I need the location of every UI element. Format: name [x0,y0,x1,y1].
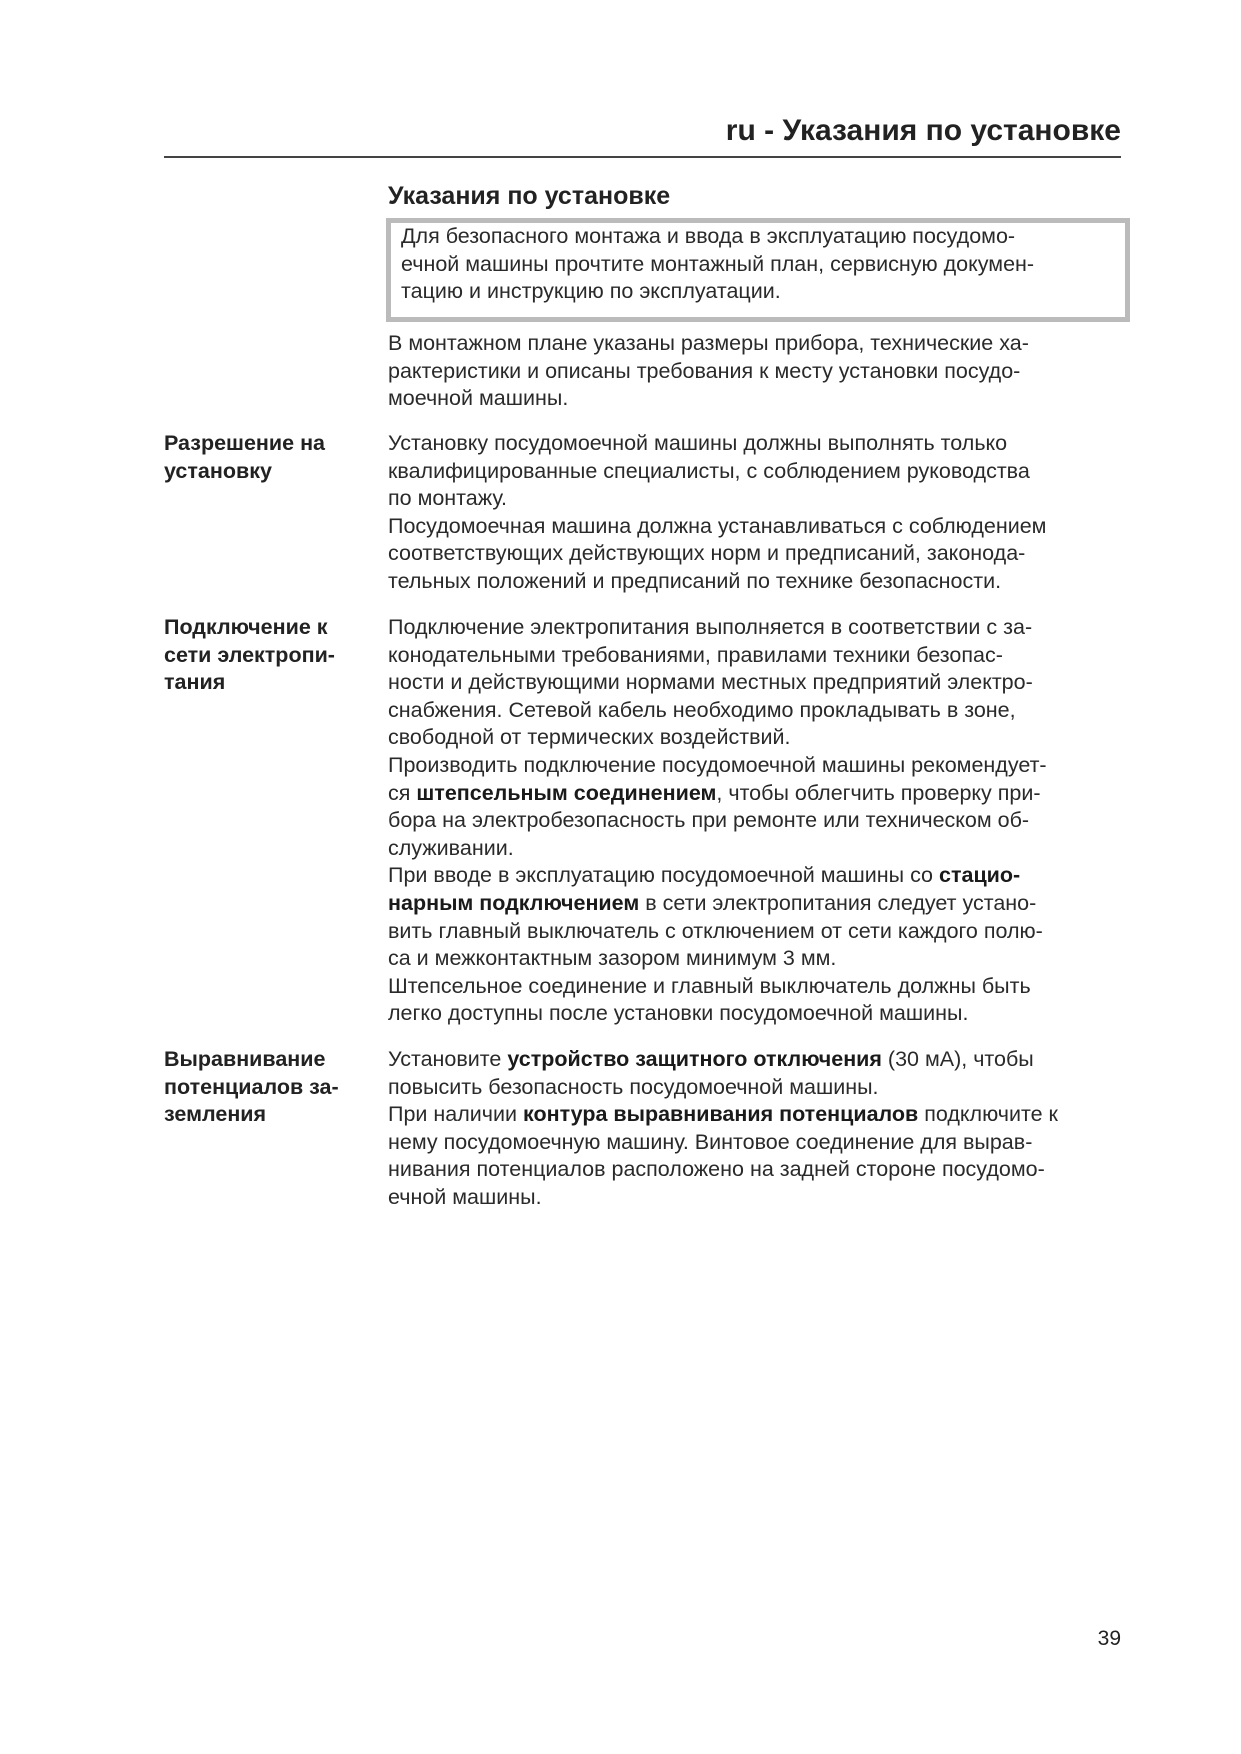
text-run: бора на электробезопасность при ремонте или техническом об- [388,808,1030,833]
side-label-line: установку [164,458,272,483]
text-line [388,568,1046,596]
bold-text: контура выравнивания потенциалов [522,1102,919,1127]
text-line [401,278,1125,306]
text-line [388,669,1047,697]
text-line [388,1074,1058,1102]
bold-text: стацио- [939,863,1021,888]
text-run: ся [388,780,417,805]
text-run: соответствующих действующих норм и предписаний, законода- [388,541,1026,566]
side-label-line: Выравнивание [164,1047,326,1071]
text-run: Установку посудомоечной машины должны выполнять только [388,431,1008,455]
text-line [401,251,1125,279]
text-line [388,752,1047,780]
text-line [388,724,1047,752]
text-line [401,223,1125,251]
text-run: квалифицированные специалисты, с соблюдением руководства [388,458,1030,483]
text-line [388,642,1047,670]
side-label-line: Подключение к [164,615,328,639]
text-line [388,697,1047,725]
text-line [388,835,1047,863]
text-run: Производить подключение посудомоечной машины рекомендует- [388,752,1047,777]
text-line [388,614,1047,642]
text-run: Штепсельное соединение и главный выключатель должны быть [388,973,1031,998]
side-label-power-connection [164,614,335,697]
notice-text [401,223,1125,306]
text-run: тацию и инструкцию по эксплуатации. [401,279,781,304]
section-heading: Указания по установке [388,182,671,210]
text-line [388,918,1047,946]
side-label-line: сети электропи- [164,642,335,667]
text-run: служивании. [388,835,514,860]
side-label-line: тания [164,670,226,695]
text-run: в сети электропитания следует устано- [639,890,1037,915]
page-header-title: ru - Указания по установке [725,114,1121,147]
text-run: по монтажу. [388,486,507,511]
side-label-grounding [164,1046,339,1129]
text-run: повысить безопасность посудомоечной машины. [388,1074,879,1099]
text-run: са и межконтактным зазором минимум 3 мм. [388,946,837,971]
bold-text: нарным подключением [388,890,640,915]
text-line [388,513,1046,541]
text-run: легко доступны после установки посудомоечной машины. [388,1001,969,1026]
text-line [388,1000,1047,1028]
text-run: Для безопасного монтажа и ввода в эксплуатацию посудомо- [401,224,1016,248]
text-run: (30 мА), чтобы [881,1047,1034,1071]
text-run: моечной машины. [388,386,569,411]
bold-text: устройство защитного отключения [507,1047,882,1071]
header-rule [164,156,1121,158]
text-line [388,330,1029,358]
text-line [388,458,1046,486]
text-line [388,1184,1058,1212]
text-run: конодательными требованиями, правилами техники безопас- [388,642,1003,667]
text-run: Посудомоечная машина должна устанавливаться с соблюдением [388,513,1047,538]
intro-paragraph [388,330,1029,413]
text-run: Подключение электропитания выполняется в соответствии с за- [388,615,1033,639]
text-line [388,385,1029,413]
text-run: При вводе в эксплуатацию посудомоечной машины со [388,863,939,888]
side-label-line: Разрешение на [164,431,326,455]
bold-text: штепсельным соединением [416,780,717,805]
text-run: тельных положений и предписаний по технике безопасности. [388,568,1002,593]
side-label-permission [164,430,325,485]
side-label-line: земления [164,1102,267,1127]
text-line [388,1156,1058,1184]
text-run: , чтобы облегчить проверку при- [716,780,1041,805]
text-line [388,485,1046,513]
text-line [388,780,1047,808]
text-line [388,540,1046,568]
text-run: нему посудомоечную машину. Винтовое соединение для вырав- [388,1129,1033,1154]
text-line [388,973,1047,1001]
text-run: снабжения. Сетевой кабель необходимо прокладывать в зоне, [388,697,1016,722]
text-run: При наличии [388,1102,523,1127]
text-line [388,807,1047,835]
text-run: подключите к [918,1102,1058,1127]
text-run: нивания потенциалов расположено на задней стороне посудомо- [388,1157,1045,1182]
text-run: свободной от термических воздействий. [388,725,791,750]
permission-text [388,430,1046,596]
side-label-line: потенциалов за- [164,1074,339,1099]
text-line [388,1101,1058,1129]
text-run: Установите [388,1047,508,1071]
text-run: рактеристики и описаны требования к месту установки посудо- [388,358,1021,383]
page-number: 39 [1097,1627,1121,1650]
text-line [388,1129,1058,1157]
text-line [388,430,1046,458]
text-run: ечной машины прочтите монтажный план, сервисную докумен- [401,251,1035,276]
text-run: вить главный выключатель с отключением от сети каждого полю- [388,918,1043,943]
text-line [388,890,1047,918]
text-line [388,1046,1058,1074]
text-run: В монтажном плане указаны размеры прибора, технические ха- [388,331,1029,355]
power-connection-text [388,614,1047,1028]
text-line [388,358,1029,386]
text-line [388,945,1047,973]
text-run: ечной машины. [388,1184,542,1209]
grounding-text [388,1046,1058,1212]
text-line [388,862,1047,890]
text-run: ности и действующими нормами местных предприятий электро- [388,670,1033,695]
notice-box [386,218,1130,322]
